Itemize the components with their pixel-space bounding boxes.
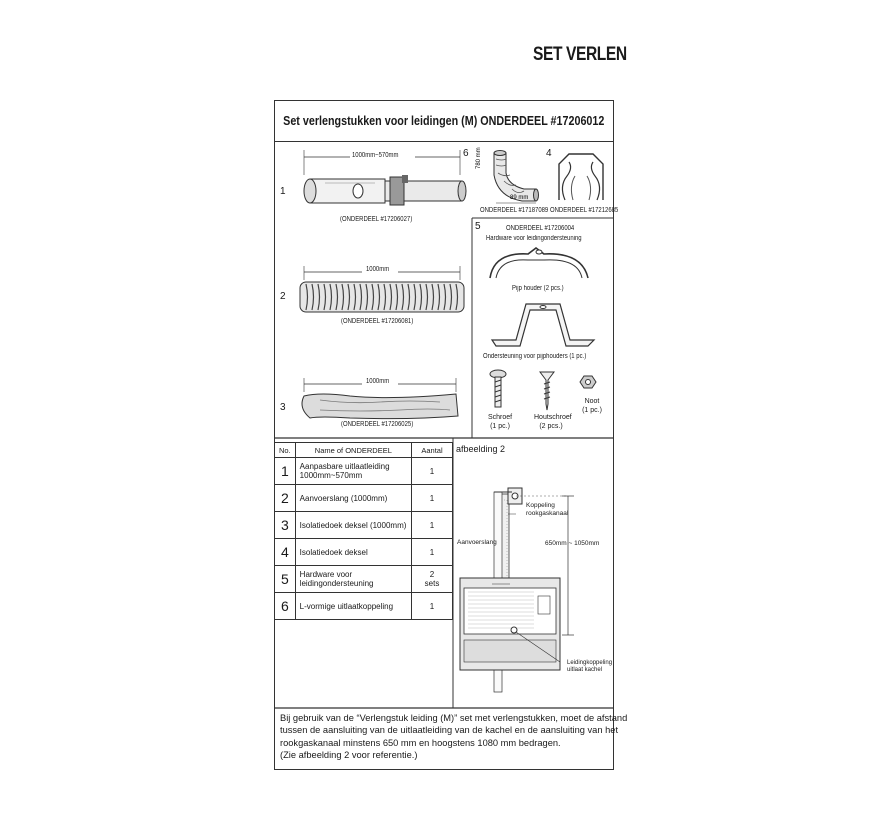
table-row: 2 Aanvoerslang (1000mm) 1 bbox=[275, 485, 453, 512]
screw-label: Schroef (1 pc.) bbox=[488, 414, 513, 430]
table-header-row bbox=[275, 443, 453, 458]
insulation-cover-drawing bbox=[290, 374, 470, 424]
part-2-dimension: 1000mm bbox=[366, 266, 390, 273]
supply-hose-drawing bbox=[290, 262, 470, 320]
part-1-code: (ONDERDEEL #17206027) bbox=[340, 216, 413, 223]
sheet-title: Set verlengstukken voor leidingen (M) ONDERDEEL #17206012 bbox=[274, 100, 614, 142]
l-coupling-drawing bbox=[476, 145, 546, 207]
holder-support-label: Ondersteuning voor pijphouders (1 pc.) bbox=[483, 353, 587, 360]
part-2-code: (ONDERDEEL #17206081) bbox=[341, 318, 414, 325]
part-5-description: Hardware voor leidingondersteuning bbox=[486, 235, 582, 242]
part-5-code: ONDERDEEL #17206004 bbox=[506, 225, 575, 232]
adjustable-pipe-drawing bbox=[290, 145, 470, 215]
header-name: Name of ONDERDEEL bbox=[295, 443, 411, 458]
supply-hose-label: Aanvoerslang bbox=[457, 539, 497, 546]
nut-label: Noot (1 pc.) bbox=[582, 398, 602, 414]
table-row: 3 Isolatiedoek deksel (1000mm) 1 bbox=[275, 512, 453, 539]
holder-support-drawing bbox=[488, 296, 598, 348]
header-no: No. bbox=[275, 443, 296, 458]
table-row: 1 Aanpasbare uitlaatleiding 1000mm~570mm 1 bbox=[275, 458, 453, 485]
usage-note: Bij gebruik van de “Verlengstuk leiding (M)” set met verlengstukken, moet de afstand tussen de aansluiting van de uitlaatleiding van de kachel en de aansluiting van het rookgaskanaal minstens 650 mm en hoogstens 1080 mm bedragen. (Zie afbeelding 2 voor referentie.) bbox=[280, 713, 628, 760]
parts-table bbox=[274, 442, 453, 620]
flue-coupling-label: Koppeling rookgaskanaal bbox=[526, 502, 569, 517]
svg-text:89 mm: 89 mm bbox=[510, 195, 529, 201]
part-3-number: 3 bbox=[280, 402, 286, 413]
header-qty: Aantal bbox=[412, 443, 453, 458]
part-3-code: (ONDERDEEL #17206025) bbox=[341, 421, 414, 428]
table-row: 5 Hardware voor leidingondersteuning 2 sets bbox=[275, 566, 453, 593]
stove-coupling-label: Leidingkoppeling uitlaat kachel bbox=[567, 660, 613, 673]
wood-screw-label: Houtschroef (2 pcs.) bbox=[534, 414, 572, 430]
pipe-holder-drawing bbox=[484, 244, 594, 284]
part-4-code: ONDERDEEL #17212685 bbox=[550, 207, 619, 214]
part-5-number: 5 bbox=[475, 221, 481, 232]
section-heading: SET VERLEN bbox=[533, 44, 627, 65]
part-3-dimension: 1000mm bbox=[366, 378, 390, 385]
part-6-number: 6 bbox=[463, 148, 469, 159]
svg-text:780 mm: 780 mm bbox=[476, 147, 482, 169]
table-row: 6 L-vormige uitlaatkoppeling 1 bbox=[275, 593, 453, 620]
table-row: 4 Isolatiedoek deksel 1 bbox=[275, 539, 453, 566]
distance-range-label: 650mm ~ 1050mm bbox=[545, 540, 600, 547]
figure-label: afbeelding 2 bbox=[456, 444, 506, 454]
part-4-number: 4 bbox=[546, 148, 552, 159]
part-6-code: ONDERDEEL #17187089 bbox=[480, 207, 549, 214]
clip-drawing bbox=[553, 150, 609, 206]
pipe-holder-label: Pijp houder (2 pcs.) bbox=[512, 285, 564, 292]
part-2-number: 2 bbox=[280, 291, 286, 302]
part-1-number: 1 bbox=[280, 186, 286, 197]
part-1-dimension: 1000mm~570mm bbox=[352, 152, 399, 159]
